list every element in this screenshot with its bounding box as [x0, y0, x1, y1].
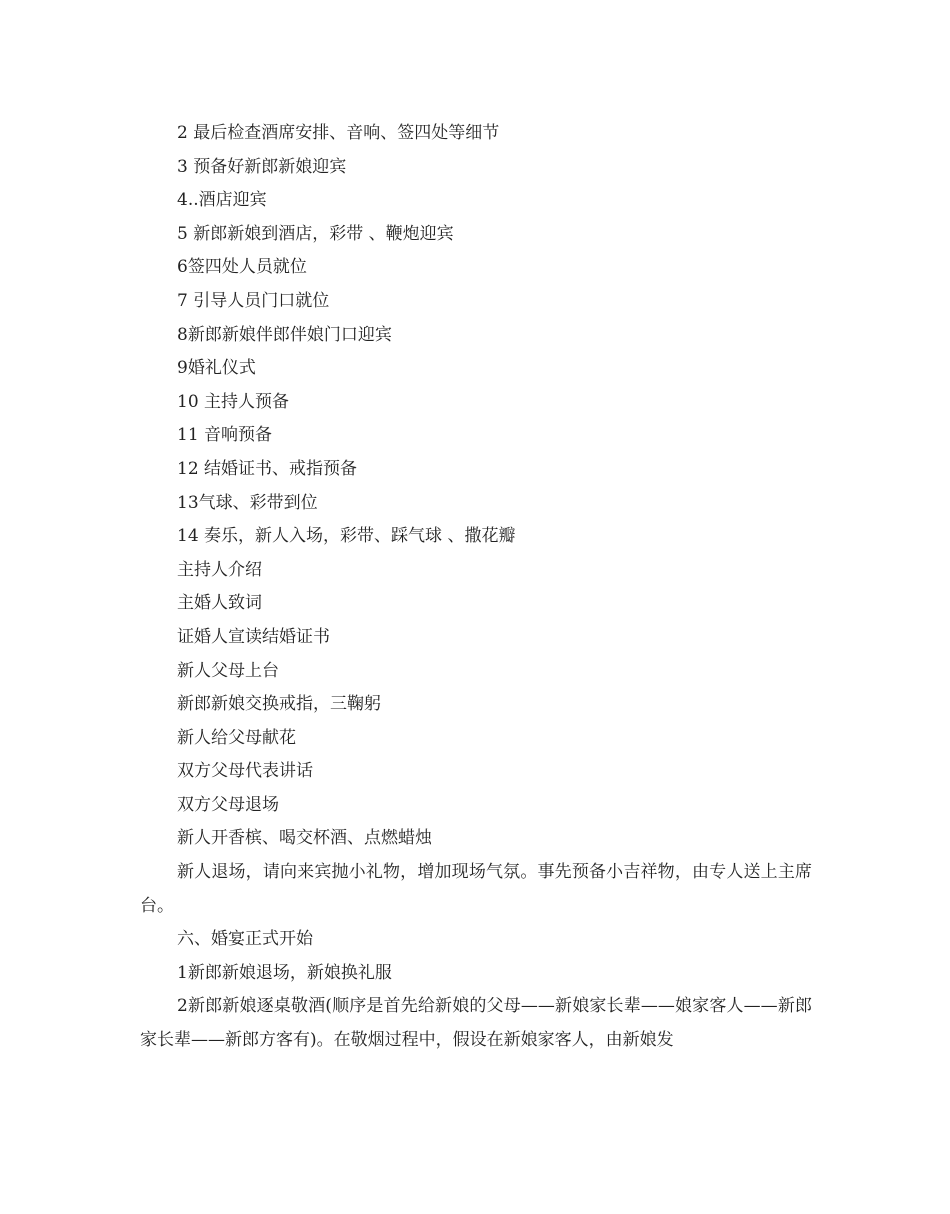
list-item: 2 最后检查酒席安排、音响、签四处等细节	[177, 123, 500, 143]
list-item: 12 结婚证书、戒指预备	[177, 458, 358, 479]
list-item: 双方父母代表讲话	[177, 761, 313, 782]
list-item: 7 引导人员门口就位	[177, 290, 330, 311]
list-item: 新人给父母献花	[177, 727, 296, 748]
list-item: 6签四处人员就位	[177, 257, 307, 278]
list-item: 主持人介绍	[177, 559, 262, 580]
list-item: 4..酒店迎宾	[177, 190, 267, 211]
paragraph-retreat: 新人退场，请向来宾抛小礼物，增加现场气氛。事先预备小吉祥物，由专人送上主席台。	[140, 862, 812, 916]
document-body	[140, 117, 812, 1058]
list-item: 主婚人致词	[177, 593, 262, 614]
list-item: 1新郎新娘退场，新娘换礼服	[177, 962, 392, 983]
list-item: 新郎新娘交换戒指，三鞠躬	[177, 694, 381, 715]
list-item: 14 奏乐，新人入场，彩带、踩气球 、撒花瓣	[177, 526, 516, 547]
list-item: 证婚人宣读结婚证书	[177, 626, 330, 647]
list-item: 新人开香槟、喝交杯酒、点燃蜡烛	[177, 828, 432, 849]
list-item: 8新郎新娘伴郎伴娘门口迎宾	[177, 324, 392, 345]
list-item: 3 预备好新郎新娘迎宾	[177, 156, 347, 177]
list-item: 13气球、彩带到位	[177, 492, 318, 513]
section-heading: 六、婚宴正式开始	[177, 929, 313, 950]
list-item: 9婚礼仪式	[177, 358, 256, 379]
list-item: 10 主持人预备	[177, 391, 290, 412]
list-item: 11 音响预备	[177, 425, 273, 446]
paragraph-toast: 2新郎新娘逐桌敬酒(顺序是首先给新娘的父母——新娘家长辈——娘家客人——新郎家长辈——新郎方客有)。在敬烟过程中，假设在新娘家客人，由新娘发	[140, 996, 812, 1051]
list-item: 5 新郎新娘到酒店，彩带 、鞭炮迎宾	[177, 223, 454, 244]
list-item: 新人父母上台	[177, 660, 279, 681]
list-item: 双方父母退场	[177, 794, 279, 815]
